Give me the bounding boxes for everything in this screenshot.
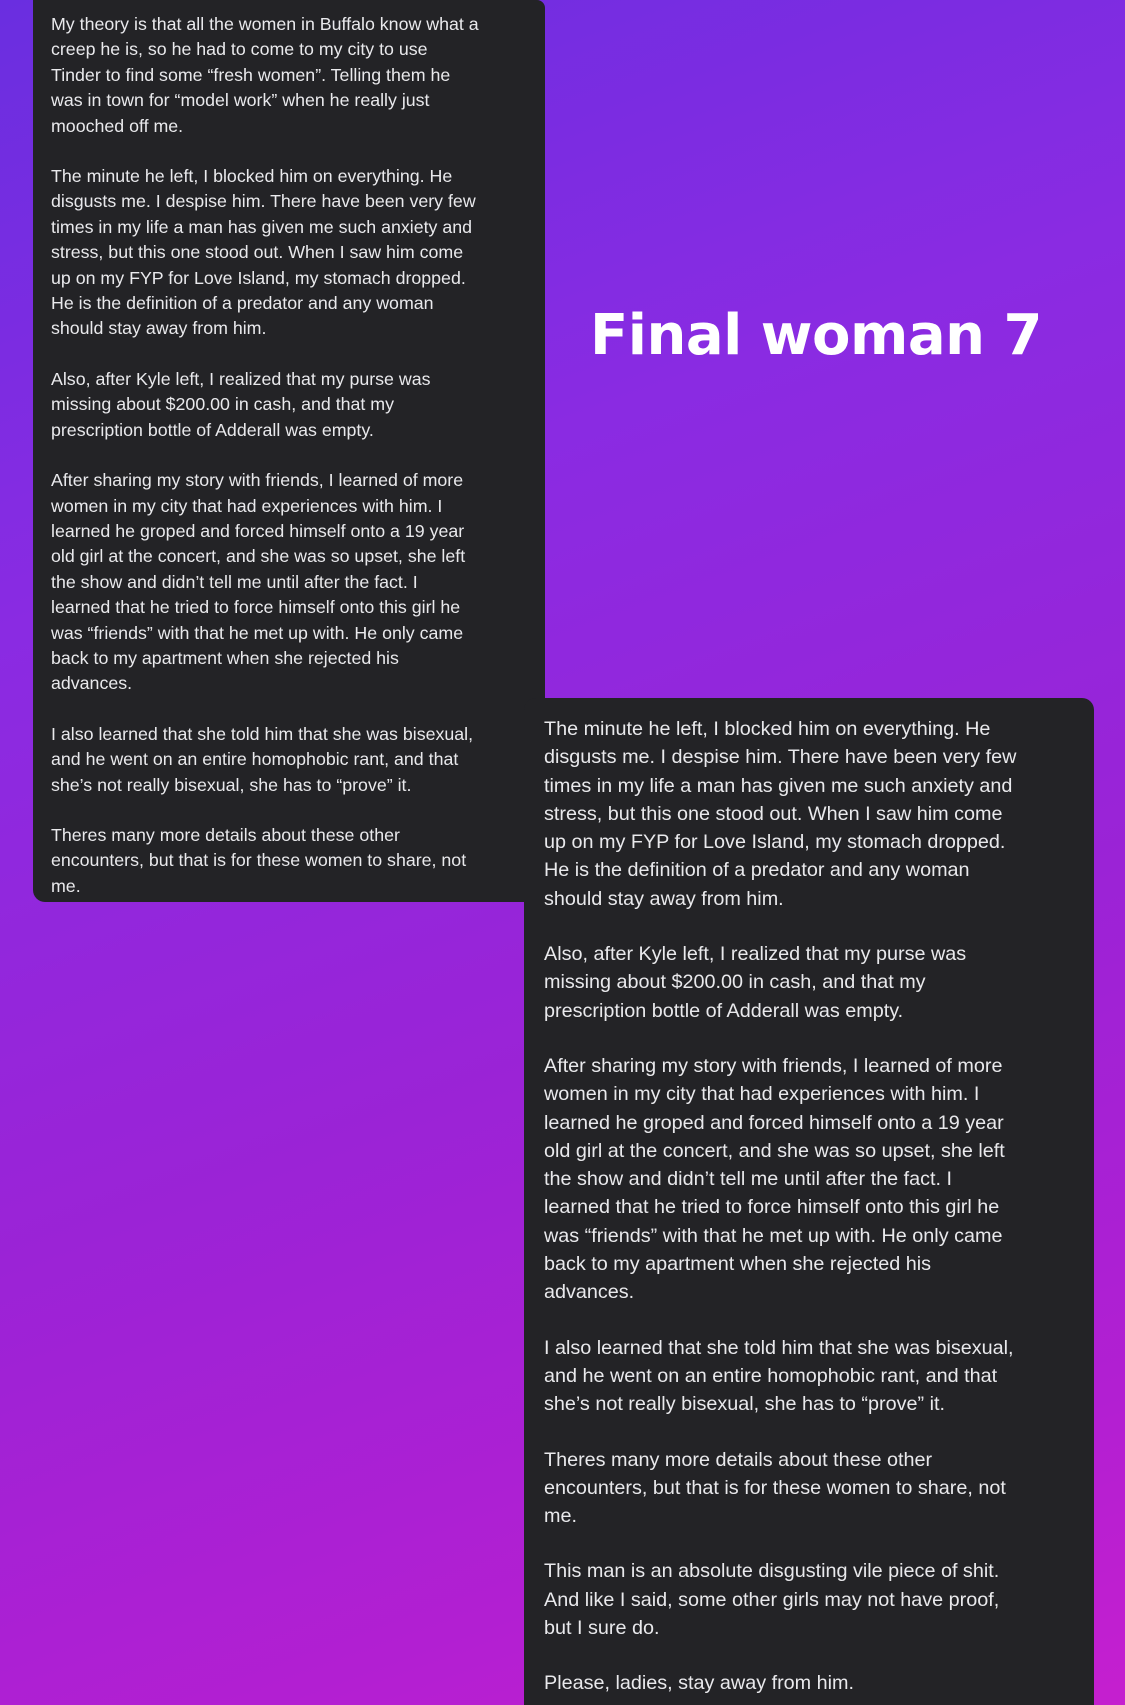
paragraph: My theory is that all the women in Buffalo know what a creep he is, so he had to come to my city to use Tinder to find some “fresh women”. Telling them he was in town for “model work” when he really just mooched off me. xyxy=(51,14,479,136)
paragraph: The minute he left, I blocked him on everything. He disgusts me. I despise him. There have been very few times in my life a man has given me such anxiety and stress, but this one stood out. When I saw him come up on my FYP for Love Island, my stomach dropped. He is the definition of a predator and any woman should stay away from him. xyxy=(51,166,476,339)
paragraph: The minute he left, I blocked him on everything. He disgusts me. I despise him. There have been very few times in my life a man has given me such anxiety and stress, but this one stood out. When I saw him come up on my FYP for Love Island, my stomach dropped. He is the definition of a predator and any woman should stay away from him. xyxy=(544,718,1017,910)
paragraph: Theres many more details about these other encounters, but that is for these women to share, not me. xyxy=(51,824,467,896)
paragraph: I also learned that she told him that she was bisexual, and he went on an entire homophobic rant, and that she’s not really bisexual, she has to “prove” it. xyxy=(51,723,474,795)
paragraph: Theres many more details about these other encounters, but that is for these women to share, not me. xyxy=(544,1448,1006,1528)
paragraph: Also, after Kyle left, I realized that my purse was missing about $200.00 in cash, and that my prescription bottle of Adderall was empty. xyxy=(544,943,967,1022)
paragraph: After sharing my story with friends, I learned of more women in my city that had experiences with him. I learned he groped and forced himself onto a 19 year old girl at the concert, and she was so upset, she left the show and didn’t tell me until after the fact. I learned that he tried to force himself onto this girl he was “friends” with that he met up with. He only came back to my apartment when she rejected his advances. xyxy=(544,1054,1005,1304)
paragraph: Also, after Kyle left, I realized that my purse was missing about $200.00 in cash, and that my prescription bottle of Adderall was empty. xyxy=(51,368,431,440)
paragraph: I also learned that she told him that she was bisexual, and he went on an entire homophobic rant, and that she’s not really bisexual, she has to “prove” it. xyxy=(544,1336,1014,1416)
paragraph: After sharing my story with friends, I learned of more women in my city that had experiences with him. I learned he groped and forced himself onto a 19 year old girl at the concert, and she was so upset, she left the show and didn’t tell me until after the fact. I learned that he tried to force himself onto this girl he was “friends” with that he met up with. He only came back to my apartment when she rejected his advances. xyxy=(51,470,466,694)
headline: Final woman 7 xyxy=(590,303,1042,368)
left-text-card xyxy=(33,0,545,902)
right-text-card xyxy=(524,698,1094,1705)
paragraph: Please, ladies, stay away from him. xyxy=(544,1672,855,1695)
paragraph: This man is an absolute disgusting vile piece of shit. And like I said, some other girls may not have proof, but I sure do. xyxy=(544,1560,1000,1640)
